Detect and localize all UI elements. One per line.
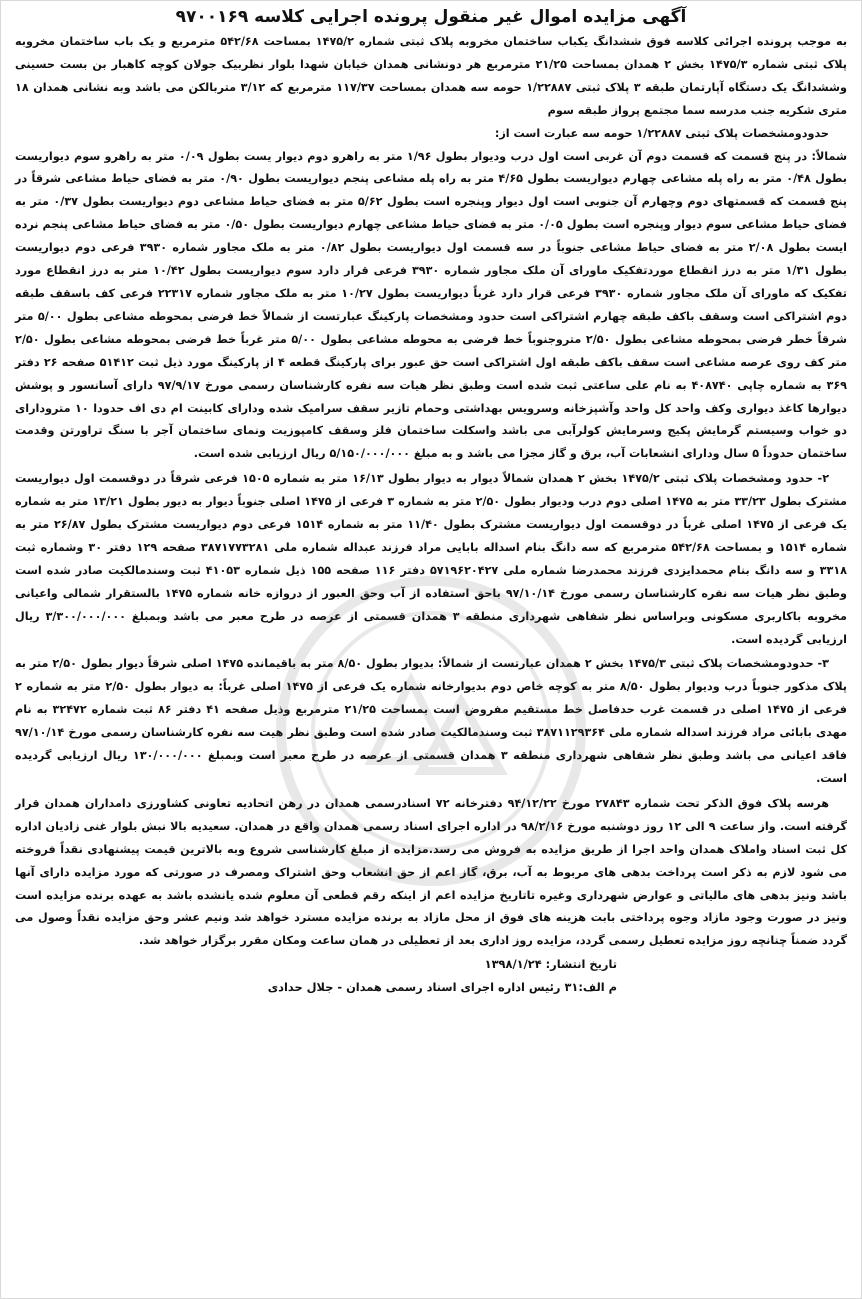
section3-paragraph: ۳- حدودومشخصات پلاک ثبتی ۱۴۷۵/۳ بخش ۲ همدان عبارتست از شمالاً: بدیوار بطول ۸/۵۰ متر به باقیمانده ۱۴۷۵ اصلی شرقاً دیوار بطول ۲/۵۰ متر به پلاک مذکور جنوباً درب ودیوار بطول ۸/۵۰ متر به کوچه خاص دوم بدیوارخانه شماره یک فرعی از ۱۴۷۵ اصلی غرباً: به دیوار بطول ۲/۵۰ متر به شماره ۲ فرعی از ۱۴۷۵ اصلی در قسمت غرب حدفاصل خط مستقیم مفروض است بمساحت ۲۱/۲۵ مترمربع وذیل صفحه ۴۱ دفتر ۸۶ ثبت شماره ۳۲۴۷۲ به نام مهدی بابائی مراد فرزند اسداله شماره ملی ۳۸۷۱۱۲۹۳۶۴ ثبت وسندمالکیت صادر شده است وطبق نظر هیت سه نفره کارشناسان رسمی مورخ ۹۷/۱۰/۱۴ فاقد اعیانی می باشد وطبق نظر شفاهی شهرداری منطقه ۳ همدان قسمتی از عرصه در طرح معبر است وبمبلغ ۱۳۰/۰۰۰/۰۰۰ ریال ارزیابی گردیده است. (15, 657, 848, 785)
closing-paragraph: هرسه پلاک فوق الذکر تحت شماره ۲۷۸۴۳ مورخ ۹۴/۱۲/۲۲ دفترخانه ۷۲ اسنادرسمی همدان در رهن اتحادیه تعاونی کشاورزی دامداران همدان قرار گرفته است. واز ساعت ۹ الی ۱۲ روز دوشنبه مورخ ۹۸/۲/۱۶ در اداره اجرای اسناد رسمی همدان واقع در همدان. سعیدیه بالا نبش بلوار غنی زادیان اداره کل ثبت اسناد واملاک همدان واحد اجرا از طریق مزایده به فروش می رسد.مزایده از مبلغ کارشناسی شروع وبه بالاترین قیمت پیشنهادی نقداً فروخته می شود لازم به ذکر است پرداخت بدهی های مربوط به آب، برق، گاز اعم از حق انشعاب وحق اشتراک ومصرف در صورتی که مورد مزایده دارای آنها باشد ونیز بدهی های مالیاتی و عوارض شهرداری وغیره تاتاریخ مزایده اعم از اینکه رقم قطعی آن معلوم شده یانشده باشد به عهده برنده مزایده است ونیز در صورت وجود مازاد وجوه پرداختی بابت هزینه های فوق از محل مازاد به برنده مزایده مسترد خواهد شد ونیم عشر وحق مزایده نقداً وصول می گردد ضمناً چنانچه روز مزایده تعطیل رسمی گردد، مزایده روز اداری بعد از تعطیلی در همان ساعت ومکان مقرر برگزار خواهد شد. (15, 796, 847, 948)
publish-date: تاریخ انتشار: ۱۳۹۸/۱/۲۴ (484, 957, 617, 972)
section2-paragraph: ۲- حدود ومشخصات پلاک ثبتی ۱۴۷۵/۲ بخش ۲ همدان شمالاً دیوار به دیوار بطول ۱۶/۱۳ متر به شماره ۱۵۰۵ فرعی شرقاً در دوقسمت اول دیواریست مشترک بطول ۳۳/۲۳ متر به ۱۴۷۵ اصلی دوم درب ودیوار بطول ۲/۵۰ متر به شماره ۳ فرعی از ۱۴۷۵ اصلی جنوباً دیوار به دیور بطول ۱۳/۲۱ متر به شماره یک فرعی از ۱۴۷۵ اصلی غرباً در دوقسمت اول دیواریست مشترک بطول ۱۱/۴۰ متر به شماره ۱۵۱۴ فرعی دوم دیواریست مشترک بطول ۲۶/۸۷ متر به شماره ۱۵۱۴ و بمساحت ۵۴۲/۶۸ مترمربع که سه دانگ بنام اسداله بابایی مراد فرزند عبداله شماره ملی ۳۸۷۱۷۷۳۲۸۱ صفحه ۱۲۹ دفتر ۳۰ وشماره ثبت ۳۳۱۸ و سه دانگ بنام محمدایزدی فرزند محمدرضا شماره ملی ۵۷۱۹۶۲۰۴۲۷ دفتر ۱۱۶ صفحه ۱۵۵ ذیل شماره ۴۱۰۵۳ ثبت وسندمالکیت صادر شده است وطبق نظر هیات سه نفره کارشناسان رسمی مورخ ۹۷/۱۰/۱۴ باحق استفاده از آب وحق العبور از دروازه خانه شماره ۱۴۷۵ بالستقرار شمالی واعیانی مخروبه باکاربری مسکونی وبراساس نظر شفاهی شهرداری منطقه ۳ همدان قسمتی از عرصه در طرح معبر می باشد وبمبلغ ۳/۳۰۰/۰۰۰/۰۰۰ ریال ارزیابی گردیده است. (15, 472, 848, 646)
section1-paragraph: شمالاً: در پنج قسمت که قسمت دوم آن غربی است اول درب ودیوار بطول ۱/۹۶ متر به راهرو دوم دیوار یست بطول ۰/۰۹ متر به راهرو سوم دیواریست بطول ۰/۴۸ متر به راه پله مشاعی چهارم دیواریست بطول ۴/۶۵ متر به راه پله مشاعی پنجم دیواریست بطول ۰/۹۰ متر به فضای حیاط مشاعی شرقاً در پنج قسمت که قسمتهای دوم وچهارم آن جنوبی است اول دیوار وپنجره است بطول ۵/۶۲ متر به فضای حیاط مشاعی دوم دیواریست بطول ۰/۳۷ متر به فضای حیاط مشاعی سوم دیوار وپنجره است بطول ۰/۰۵ متر به فضای حیاط مشاعی چهارم دیواریست بطول ۰/۵۰ متر به فضای حیاط مشاعی پنجم نرده ایست بطول ۲/۰۸ متر به فضای حیاط مشاعی جنوباً در سه قسمت اول دیواریست بطول ۰/۸۲ متر به ملک مجاور شماره ۳۹۳۰ فرعی دوم دیواریست بطول ۱/۳۱ متر به درز انقطاع موردتفکیک ماورای آن ملک مجاور شماره ۳۹۳۰ فرعی قرار دارد سوم دیواریست بطول ۱۰/۴۲ متر به درز انقطاع مورد تفکیک که ماورای آن ملک مجاور شماره ۳۹۳۰ فرعی قرار دارد غرباً دیواریست بطول ۱۰/۲۷ متر به ملک مجاور شماره ۲۲۳۱۷ فرعی کف باسقف طبقه دوم اشتراکی است وسقف باکف طبقه چهارم اشتراکی است حدود ومشخصات پارکینگ عبارتست از شمالاً خط فرضی بمحوطه مشاعی بطول ۵/۰۰ متر شرقاً خطر فرضی بمحوطه مشاعی بطول ۲/۵۰ متروجنوباً خط فرضی به محوطه مشاعی بطول ۵/۰۰ متر غرباً خط فرضی بمحوطه مشاعی بطول ۲/۵۰ متر کف روی عرصه مشاعی است سقف باکف طبقه اول اشتراکی است حق عبور برای پارکینگ قطعه ۴ از پارکینگ مورد ذیل ثبت ۵۱۴۱۲ صفحه ۲۶ دفتر ۳۶۹ به شماره چاپی ۴۰۸۷۴۰ به نام علی ساعتی ثبت شده است وطبق نظر هیات سه نفره کارشناسان رسمی مورخ ۹۷/۹/۱۷ دارای آسانسور و پوشش دیوارها کاغذ دیواری وکف واحد کل واحد وآشپزخانه وسرویس بهداشتی وحمام تازیر سقف سرامیک شده ودارای کابینت ام دی اف حدودا ۱۰ مترودارای دو خواب وسیستم گرمایش پکیج وسرمایش کولرآبی می باشد واسکلت ساختمان فلز وسقف کامپوزیت ونمای ساختمان آجر با سنگ تراورتن وقدمت ساختمان حدوداً ۵ سال ودارای انشعابات آب، برق و گاز مجزا می باشد و به مبلغ ۵/۱۵۰/۰۰۰/۰۰۰ ریال ارزیابی شده است. (15, 149, 848, 461)
notice-title: آگهی مزایده اموال غیر منقول پرونده اجرایی کلاسه ۹۷۰۰۱۶۹ (175, 7, 687, 27)
section1-heading: حدودومشخصات پلاک ثبتی ۱/۲۲۸۸۷ حومه سه عبارت است از: (494, 126, 829, 140)
signature-line: م الف:۳۱ رئیس اداره اجرای اسناد رسمی همدان - جلال حدادی (267, 980, 617, 995)
intro-paragraph: به موجب پرونده اجرائی کلاسه فوق ششدانگ یکباب ساختمان مخروبه پلاک ثبتی شماره ۱۴۷۵/۲ بمساحت ۵۴۲/۶۸ مترمربع و یک باب ساختمان مخروبه پلاک ثبتی شماره ۱۴۷۵/۳ بخش ۲ همدان بمساحت ۲۱/۲۵ مترمربع هر دونشانی همدان خیابان شهدا بلوار نظربیک جولان کوچه کاهبار بن بست حسینی وششدانگ یک دستگاه آپارتمان طبقه ۳ پلاک ثبتی ۱/۲۲۸۸۷ حومه سه همدان بمساحت ۱۱۷/۳۷ مترمربع که ۳/۱۲ متربالکن می باشد وبه نشانی همدان ۱۸ متری شکریه جنب مدرسه سما مجتمع پرواز طبقه سوم (15, 35, 848, 117)
